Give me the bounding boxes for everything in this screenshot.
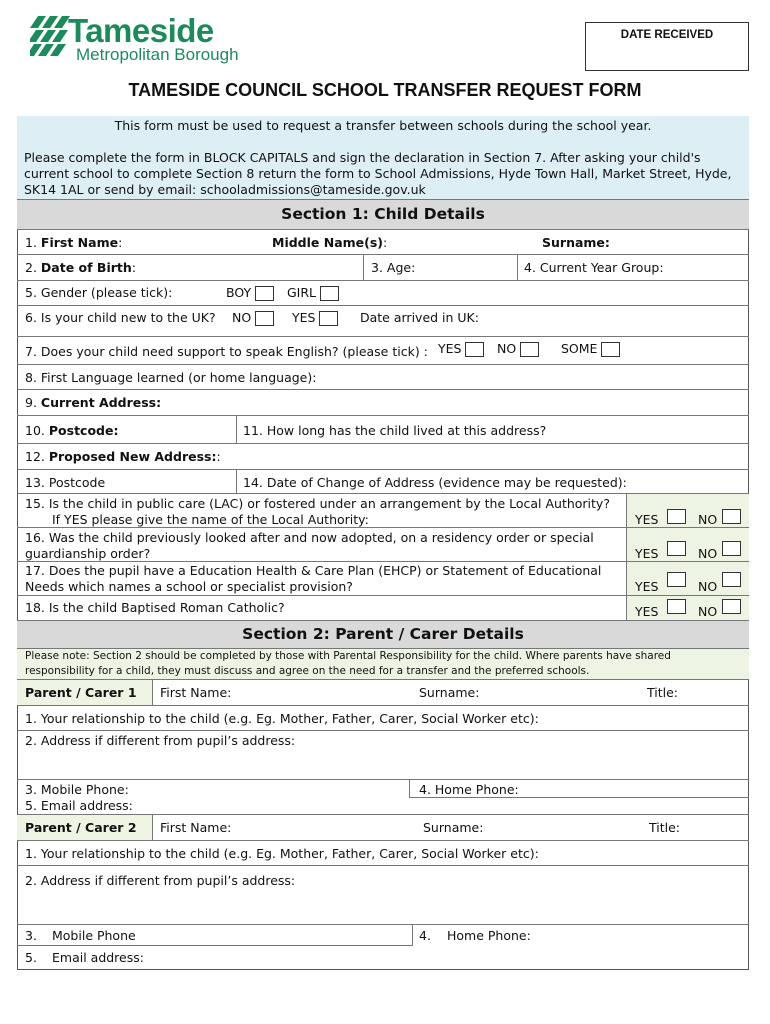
row-current-address <box>17 390 749 416</box>
q17-no-checkbox[interactable] <box>722 572 741 587</box>
carer2-first-name[interactable]: First Name: <box>160 820 232 835</box>
carer2-email-num: 5. <box>25 950 37 965</box>
row-q15 <box>17 494 749 528</box>
row-gender <box>17 281 749 306</box>
carer2-header-row <box>17 815 749 841</box>
q15-no: NO <box>698 512 718 527</box>
q18-no: NO <box>698 604 718 619</box>
carer1-email-row <box>17 797 749 815</box>
q15-text-a: 15. Is the child in public care (LAC) or fostered under an arrangement by the Local Authority? <box>25 496 610 511</box>
english-no[interactable]: NO <box>497 341 539 357</box>
q17-yes-checkbox[interactable] <box>667 572 686 587</box>
time-at-address-label[interactable]: 11. How long has the child lived at this address? <box>243 423 547 438</box>
dob-label[interactable]: 2. Date of Birth: <box>25 260 136 275</box>
new-uk-yes-checkbox[interactable] <box>319 311 338 326</box>
carer1-address-row <box>17 731 749 780</box>
carer1-title[interactable]: Title: <box>647 685 678 700</box>
carer2-title[interactable]: Title: <box>649 820 680 835</box>
carer2-address-row <box>17 866 749 925</box>
note-line-a: Please note: Section 2 should be completed by those with Parental Responsibility for the child. Where parents have shared <box>25 650 671 662</box>
carer2-mobile-num: 3. <box>25 928 37 943</box>
logo-name: Tameside <box>68 12 214 49</box>
carer2-email-row <box>17 946 749 970</box>
postcode-label[interactable]: 10. Postcode: <box>25 423 119 438</box>
carer1-address[interactable]: 2. Address if different from pupil’s address: <box>25 733 296 748</box>
q16-no-checkbox[interactable] <box>722 541 741 556</box>
row-proposed-address <box>17 444 749 470</box>
q15-no-checkbox[interactable] <box>722 509 741 524</box>
middle-name-label[interactable]: Middle Name(s): <box>272 235 388 250</box>
carer1-email[interactable]: 5. Email address: <box>25 798 133 813</box>
carer2-label: Parent / Carer 2 <box>25 820 137 835</box>
carer2-relationship[interactable]: 1. Your relationship to the child (e.g. Eg. Mother, Father, Carer, Social Worker etc): <box>25 846 539 861</box>
english-no-checkbox[interactable] <box>520 342 539 357</box>
first-language-label[interactable]: 8. First Language learned (or home language): <box>25 370 317 385</box>
carer1-header-row <box>17 680 749 706</box>
tameside-logo-icon <box>30 14 70 58</box>
english-yes[interactable]: YES <box>438 341 484 357</box>
surname-label[interactable]: Surname: <box>542 235 610 250</box>
intro-para-a: Please complete the form in BLOCK CAPITALS and sign the declaration in Section 7. After asking your child's <box>24 150 701 165</box>
q15-yes-checkbox[interactable] <box>667 509 686 524</box>
carer1-home-phone[interactable]: 4. Home Phone: <box>419 782 519 797</box>
q16-no: NO <box>698 546 718 561</box>
gender-label: 5. Gender (please tick): <box>25 285 173 300</box>
logo-subtitle: Metropolitan Borough <box>76 45 239 64</box>
new-uk-yes[interactable]: YES <box>292 310 338 326</box>
intro-panel <box>17 116 749 200</box>
year-group-label[interactable]: 4. Current Year Group: <box>524 260 664 275</box>
proposed-address-label[interactable]: 12. Proposed New Address:: <box>25 449 221 464</box>
intro-para-b: current school to complete Section 8 return the form to School Admissions, Hyde Town Hall, Market Street, Hyde, <box>24 166 732 181</box>
row-q17 <box>17 562 749 596</box>
q17-text-a: 17. Does the pupil have a Education Health & Care Plan (EHCP) or Statement of Educational <box>25 563 602 578</box>
section1-heading: Section 1: Child Details <box>17 200 749 230</box>
new-uk-no-checkbox[interactable] <box>255 311 274 326</box>
carer2-rel-row <box>17 841 749 866</box>
section2-note <box>17 649 749 680</box>
carer1-surname[interactable]: Surname: <box>419 685 480 700</box>
q16-yes: YES <box>635 546 659 561</box>
carer2-email[interactable]: Email address: <box>52 950 144 965</box>
carer2-home-num: 4. <box>419 928 431 943</box>
form-title: TAMESIDE COUNCIL SCHOOL TRANSFER REQUEST FORM <box>128 80 642 100</box>
carer2-phone-row <box>17 925 749 946</box>
carer1-relationship[interactable]: 1. Your relationship to the child (e.g. Eg. Mother, Father, Carer, Social Worker etc): <box>25 711 539 726</box>
q16-text-b: guardianship order? <box>25 546 151 561</box>
note-line-b: responsibility for a child, they must discuss and agree on the need for a transfer and the preferred schools. <box>25 665 590 677</box>
english-support-label: 7. Does your child need support to speak English? (please tick) : <box>25 344 428 359</box>
carer1-first-name[interactable]: First Name: <box>160 685 232 700</box>
carer2-home-phone[interactable]: Home Phone: <box>447 928 531 943</box>
q17-no: NO <box>698 579 718 594</box>
section2-heading: Section 2: Parent / Carer Details <box>17 621 749 649</box>
q18-yes-checkbox[interactable] <box>667 599 686 614</box>
row-language <box>17 365 749 390</box>
carer2-surname[interactable]: Surname: <box>423 820 484 835</box>
q18-text: 18. Is the child Baptised Roman Catholic? <box>25 600 285 615</box>
carer2-address[interactable]: 2. Address if different from pupil’s address: <box>25 873 296 888</box>
row-names <box>17 230 749 255</box>
q17-text-b: Needs which names a school or specialist provision? <box>25 579 353 594</box>
row-postcode <box>17 416 749 444</box>
carer1-label: Parent / Carer 1 <box>25 685 137 700</box>
new-uk-no[interactable]: NO <box>232 310 274 326</box>
row-new-uk <box>17 306 749 337</box>
carer1-mobile[interactable]: 3. Mobile Phone: <box>25 782 129 797</box>
carer2-mobile[interactable]: Mobile Phone <box>52 928 136 943</box>
carer1-phone-row <box>17 780 749 797</box>
intro-para-c: SK14 1AL or send by email: schooladmissions@tameside.gov.uk <box>24 182 426 197</box>
row-dob <box>17 255 749 281</box>
row-english <box>17 337 749 365</box>
boy-checkbox[interactable] <box>255 286 274 301</box>
girl-option[interactable]: GIRL <box>287 285 339 301</box>
current-address-label[interactable]: 9. Current Address: <box>25 395 162 410</box>
age-label[interactable]: 3. Age: <box>371 260 416 275</box>
q18-no-checkbox[interactable] <box>722 599 741 614</box>
first-name-label[interactable]: 1. First Name: <box>25 235 123 250</box>
q15-text-b: If YES please give the name of the Local Authority: <box>52 512 369 527</box>
carer1-rel-row <box>17 706 749 731</box>
q16-yes-checkbox[interactable] <box>667 541 686 556</box>
row-q18 <box>17 596 749 621</box>
row-new-postcode <box>17 470 749 494</box>
english-some-checkbox[interactable] <box>601 342 620 357</box>
q17-yes: YES <box>635 579 659 594</box>
english-some[interactable]: SOME <box>561 341 620 357</box>
date-arrived-label[interactable]: Date arrived in UK: <box>360 310 479 325</box>
new-uk-label: 6. Is your child new to the UK? <box>25 310 216 325</box>
q18-yes: YES <box>635 604 659 619</box>
intro-line: This form must be used to request a transfer between schools during the school year. <box>114 118 652 133</box>
date-received-label: DATE RECEIVED <box>620 29 714 41</box>
change-date-label[interactable]: 14. Date of Change of Address (evidence may be requested): <box>243 475 627 490</box>
q15-yes: YES <box>635 512 659 527</box>
girl-checkbox[interactable] <box>320 286 339 301</box>
row-q16 <box>17 528 749 562</box>
english-yes-checkbox[interactable] <box>465 342 484 357</box>
new-postcode-label[interactable]: 13. Postcode <box>25 475 106 490</box>
q16-text-a: 16. Was the child previously looked after and now adopted, on a residency order or special <box>25 530 594 545</box>
boy-option[interactable]: BOY <box>226 285 274 301</box>
date-received-box <box>585 22 749 71</box>
